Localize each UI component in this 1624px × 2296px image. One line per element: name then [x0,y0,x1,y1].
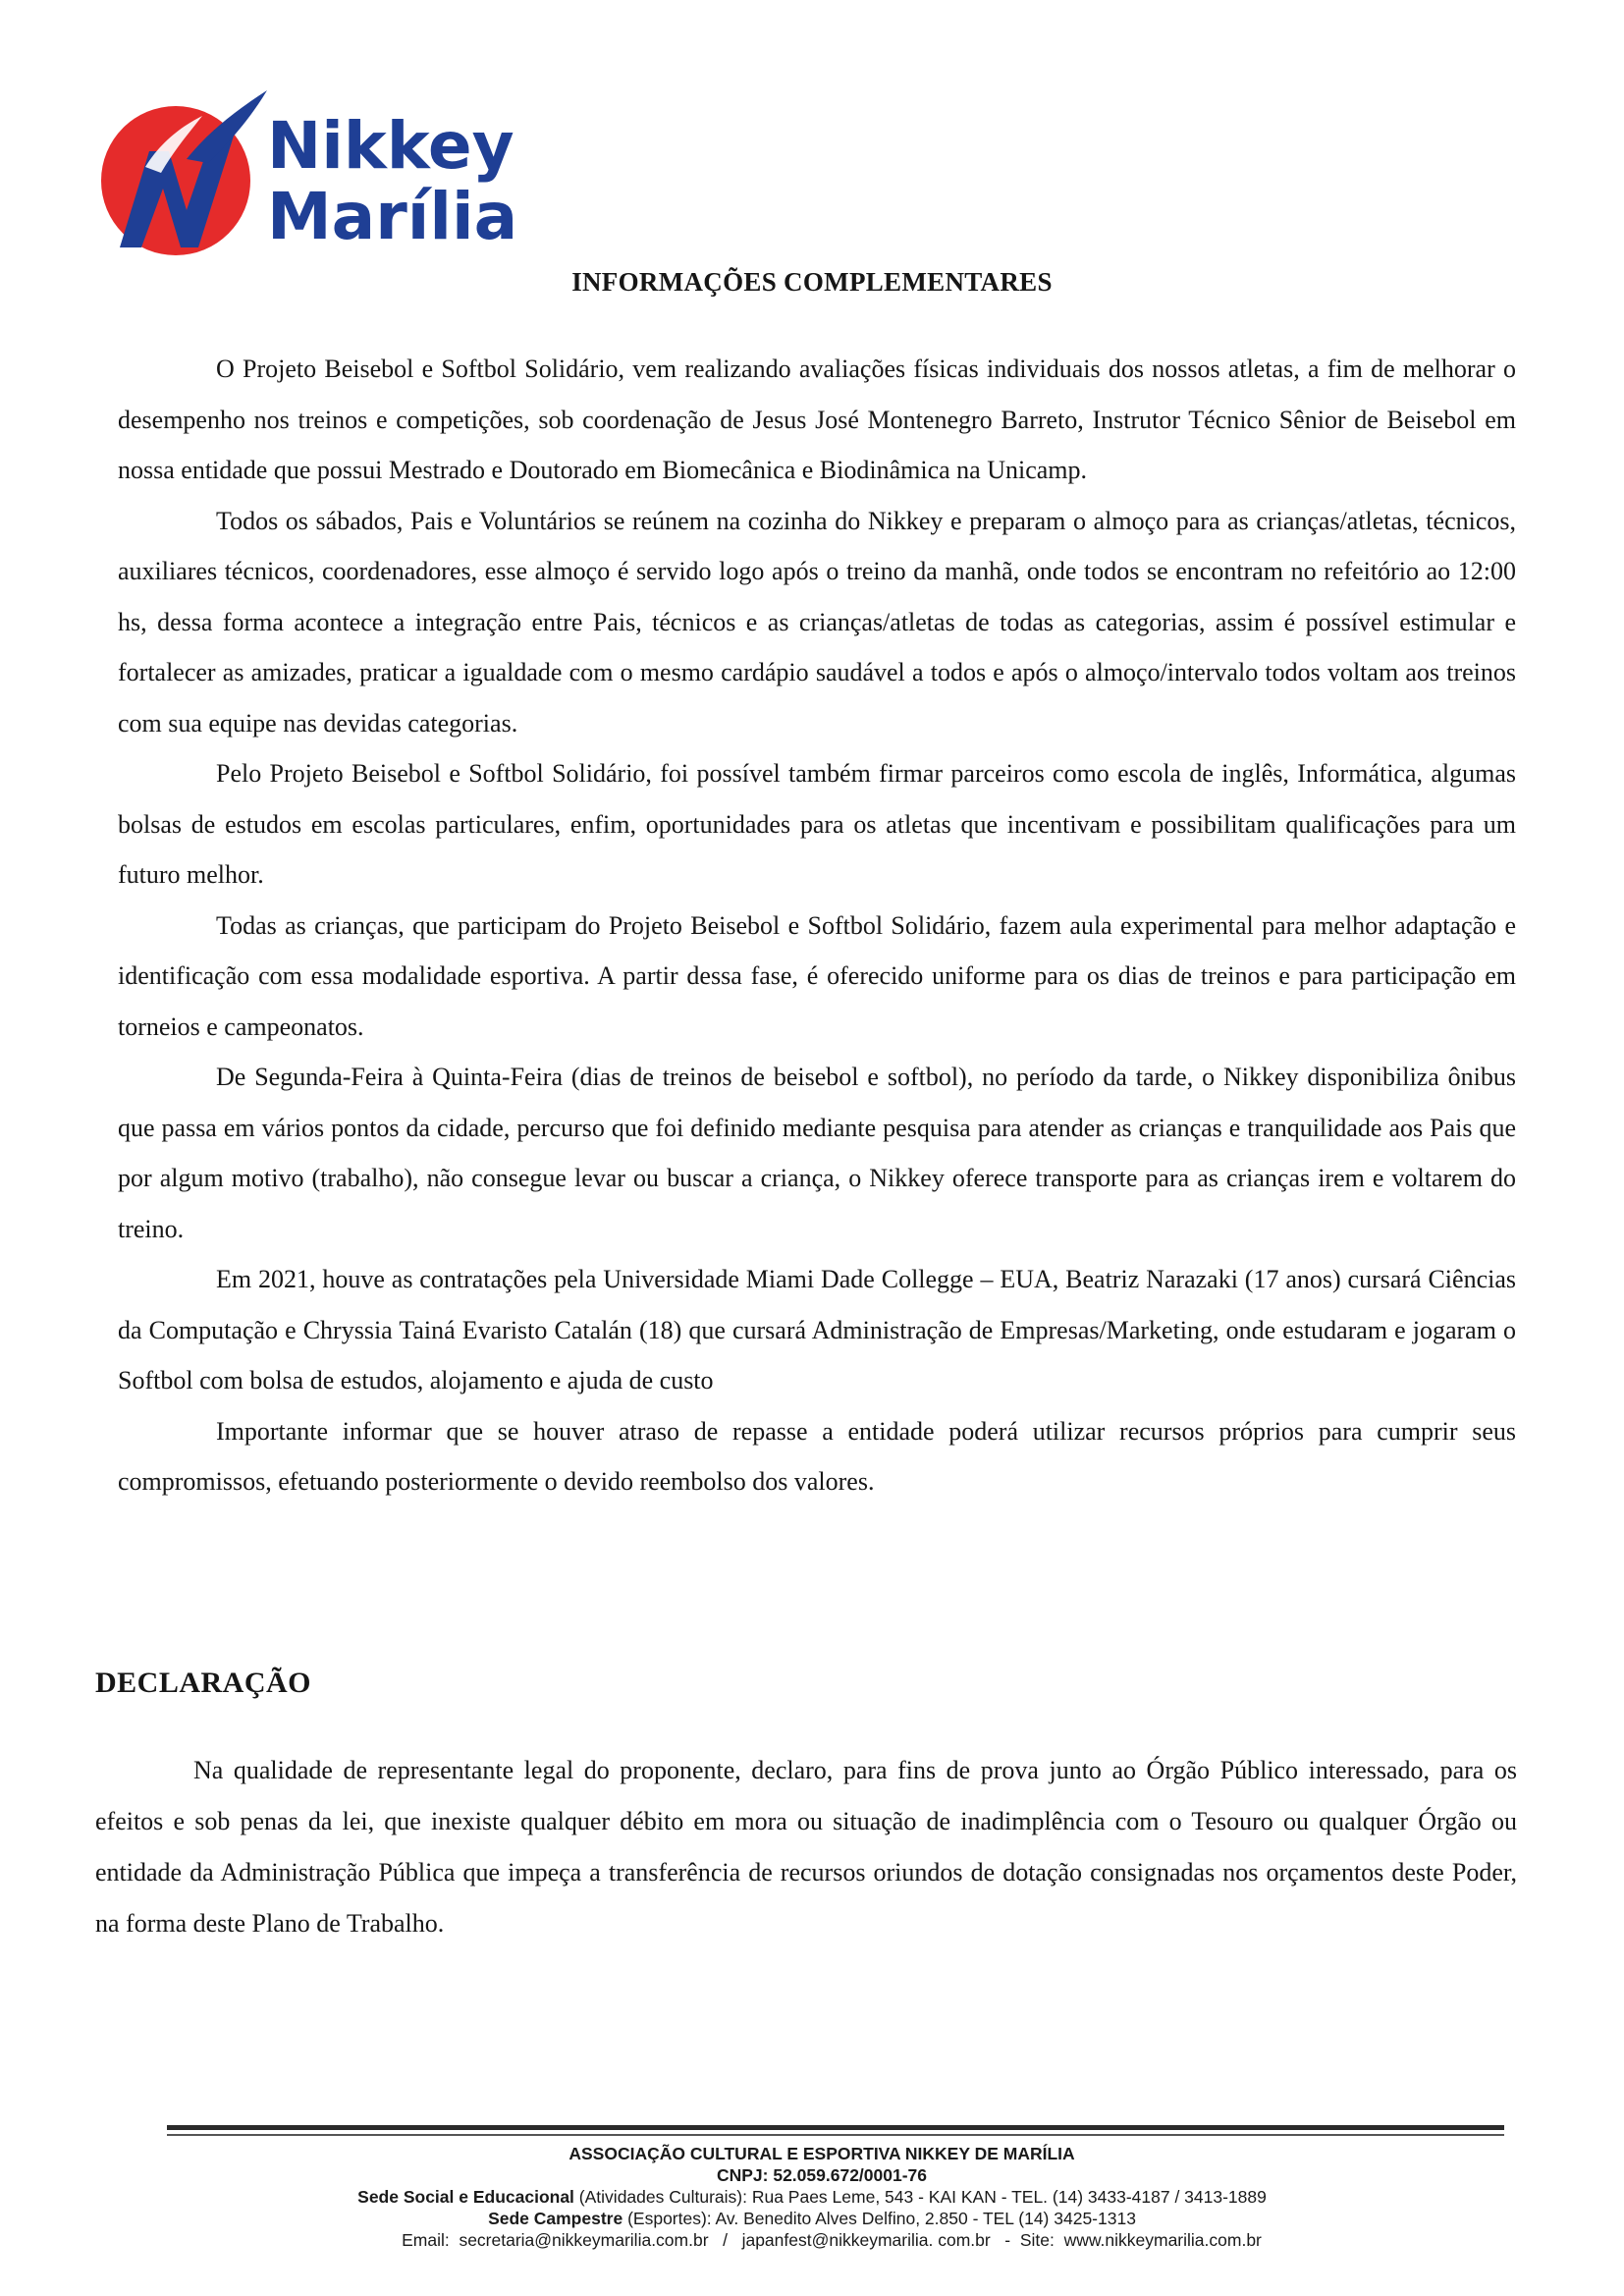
paragraph-funding-delay: Importante informar que se houver atraso de repasse a entidade poderá utilizar recursos próprios para cumprir seus compromissos, efetuando posteriormente o devido reembolso dos valores. [118,1416,1516,1496]
paragraph-2021-contracts: Em 2021, houve as contratações pela Universidade Miami Dade Collegge – EUA, Beatriz Narazaki (17 anos) cursará Ciências da Computação e Chryssia Tainá Evaristo Catalán (18) que cursará Administração de Empresas/Marketing, onde estudaram e jogaram o Softbol com bolsa de estudos, alojamento e ajuda de custo [118,1265,1516,1394]
paragraph-partnerships: Pelo Projeto Beisebol e Softbol Solidário, foi possível também firmar parceiros como escola de inglês, Informática, algumas bolsas de estudos em escolas particulares, enfim, oportunidades para os atletas que incentivam e possibilitam qualificações para um futuro melhor. [118,759,1516,889]
nikkey-emblem-icon [92,90,269,257]
footer-sede-social [0,2186,1624,2208]
footer-sede-social-label: Sede Social e Educacional [357,2187,574,2207]
declaration-heading: DECLARAÇÃO [95,1667,312,1699]
logo-wordmark-line1: Nikkey [267,108,514,184]
declaration-text: Na qualidade de representante legal do proponente, declaro, para fins de prova junto ao Órgão Público interessado, para os efeitos e sob penas da lei, que inexiste qualquer débito em mora ou situação de inadimplência com o Tesouro ou qualquer Órgão ou entidade da Administração Pública que impeça a transferência de recursos oriundos de dotação consignadas nos orçamentos deste Poder, na forma deste Plano de Trabalho. [95,1756,1517,1938]
paragraph-experimental-class: Todas as crianças, que participam do Projeto Beisebol e Softbol Solidário, fazem aula experimental para melhor adaptação e identificação com essa modalidade esportiva. A partir dessa fase, é oferecido uniforme para os dias de treinos e para participação em torneios e campeonatos. [118,910,1516,1041]
footer-org-name: ASSOCIAÇÃO CULTURAL E ESPORTIVA NIKKEY DE MARÍLIA [568,2144,1075,2163]
letterhead-footer [0,2143,1624,2251]
paragraph-saturday-lunch: Todos os sábados, Pais e Voluntários se reúnem na cozinha do Nikkey e preparam o almoço para as crianças/atletas, técnicos, auxiliares técnicos, coordenadores, esse almoço é servido logo após o treino da manhã, onde todos se encontram no refeitório ao 12:00 hs, dessa forma acontece a integração entre Pais, técnicos e as crianças/atletas de todas as categorias, assim é possível estimular e fortalecer as amizades, praticar a igualdade com o mesmo cardápio saudável a todos e após o almoço/intervalo todos voltam aos treinos com sua equipe nas devidas categorias. [118,506,1516,738]
footer-sede-campestre-text: (Esportes): Av. Benedito Alves Delfino, 2.850 - TEL (14) 3425-1313 [623,2209,1136,2228]
footer-sede-campestre [0,2208,1624,2229]
footer-divider [167,2125,1504,2130]
paragraph-assessments: O Projeto Beisebol e Softbol Solidário, vem realizando avaliações físicas individuais dos nossos atletas, a fim de melhorar o desempenho nos treinos e competições, sob coordenação de Jesus José Montenegro Barreto, Instrutor Técnico Sênior de Beisebol em nossa entidade que possui Mestrado e Doutorado em Biomecânica e Biodinâmica na Unicamp. [118,355,1516,484]
organization-logo [92,90,518,257]
footer-cnpj: CNPJ: 52.059.672/0001-76 [716,2165,928,2185]
footer-contacts: Email: secretaria@nikkeymarilia.com.br / japanfest@nikkeymarilia. com.br - Site: www.nikkeymarilia.com.br [402,2230,1262,2250]
footer-divider-thin [167,2134,1504,2136]
document-body [118,344,1516,1507]
page-title: INFORMAÇÕES COMPLEMENTARES [571,267,1053,297]
footer-sede-campestre-label: Sede Campestre [488,2209,623,2228]
paragraph-bus-transport: De Segunda-Feira à Quinta-Feira (dias de treinos de beisebol e softbol), no período da tarde, o Nikkey disponibiliza ônibus que passa em vários pontos da cidade, percurso que foi definido mediante pesquisa para atender as crianças e tranquilidade aos Pais que por algum motivo (trabalho), não consegue levar ou buscar a criança, o Nikkey oferece transporte para as crianças irem e voltarem do treino. [118,1063,1516,1243]
logo-wordmark-line2: Marília [267,179,518,254]
footer-sede-social-text: (Atividades Culturais): Rua Paes Leme, 543 - KAI KAN - TEL. (14) 3433-4187 / 3413-1889 [573,2187,1267,2207]
